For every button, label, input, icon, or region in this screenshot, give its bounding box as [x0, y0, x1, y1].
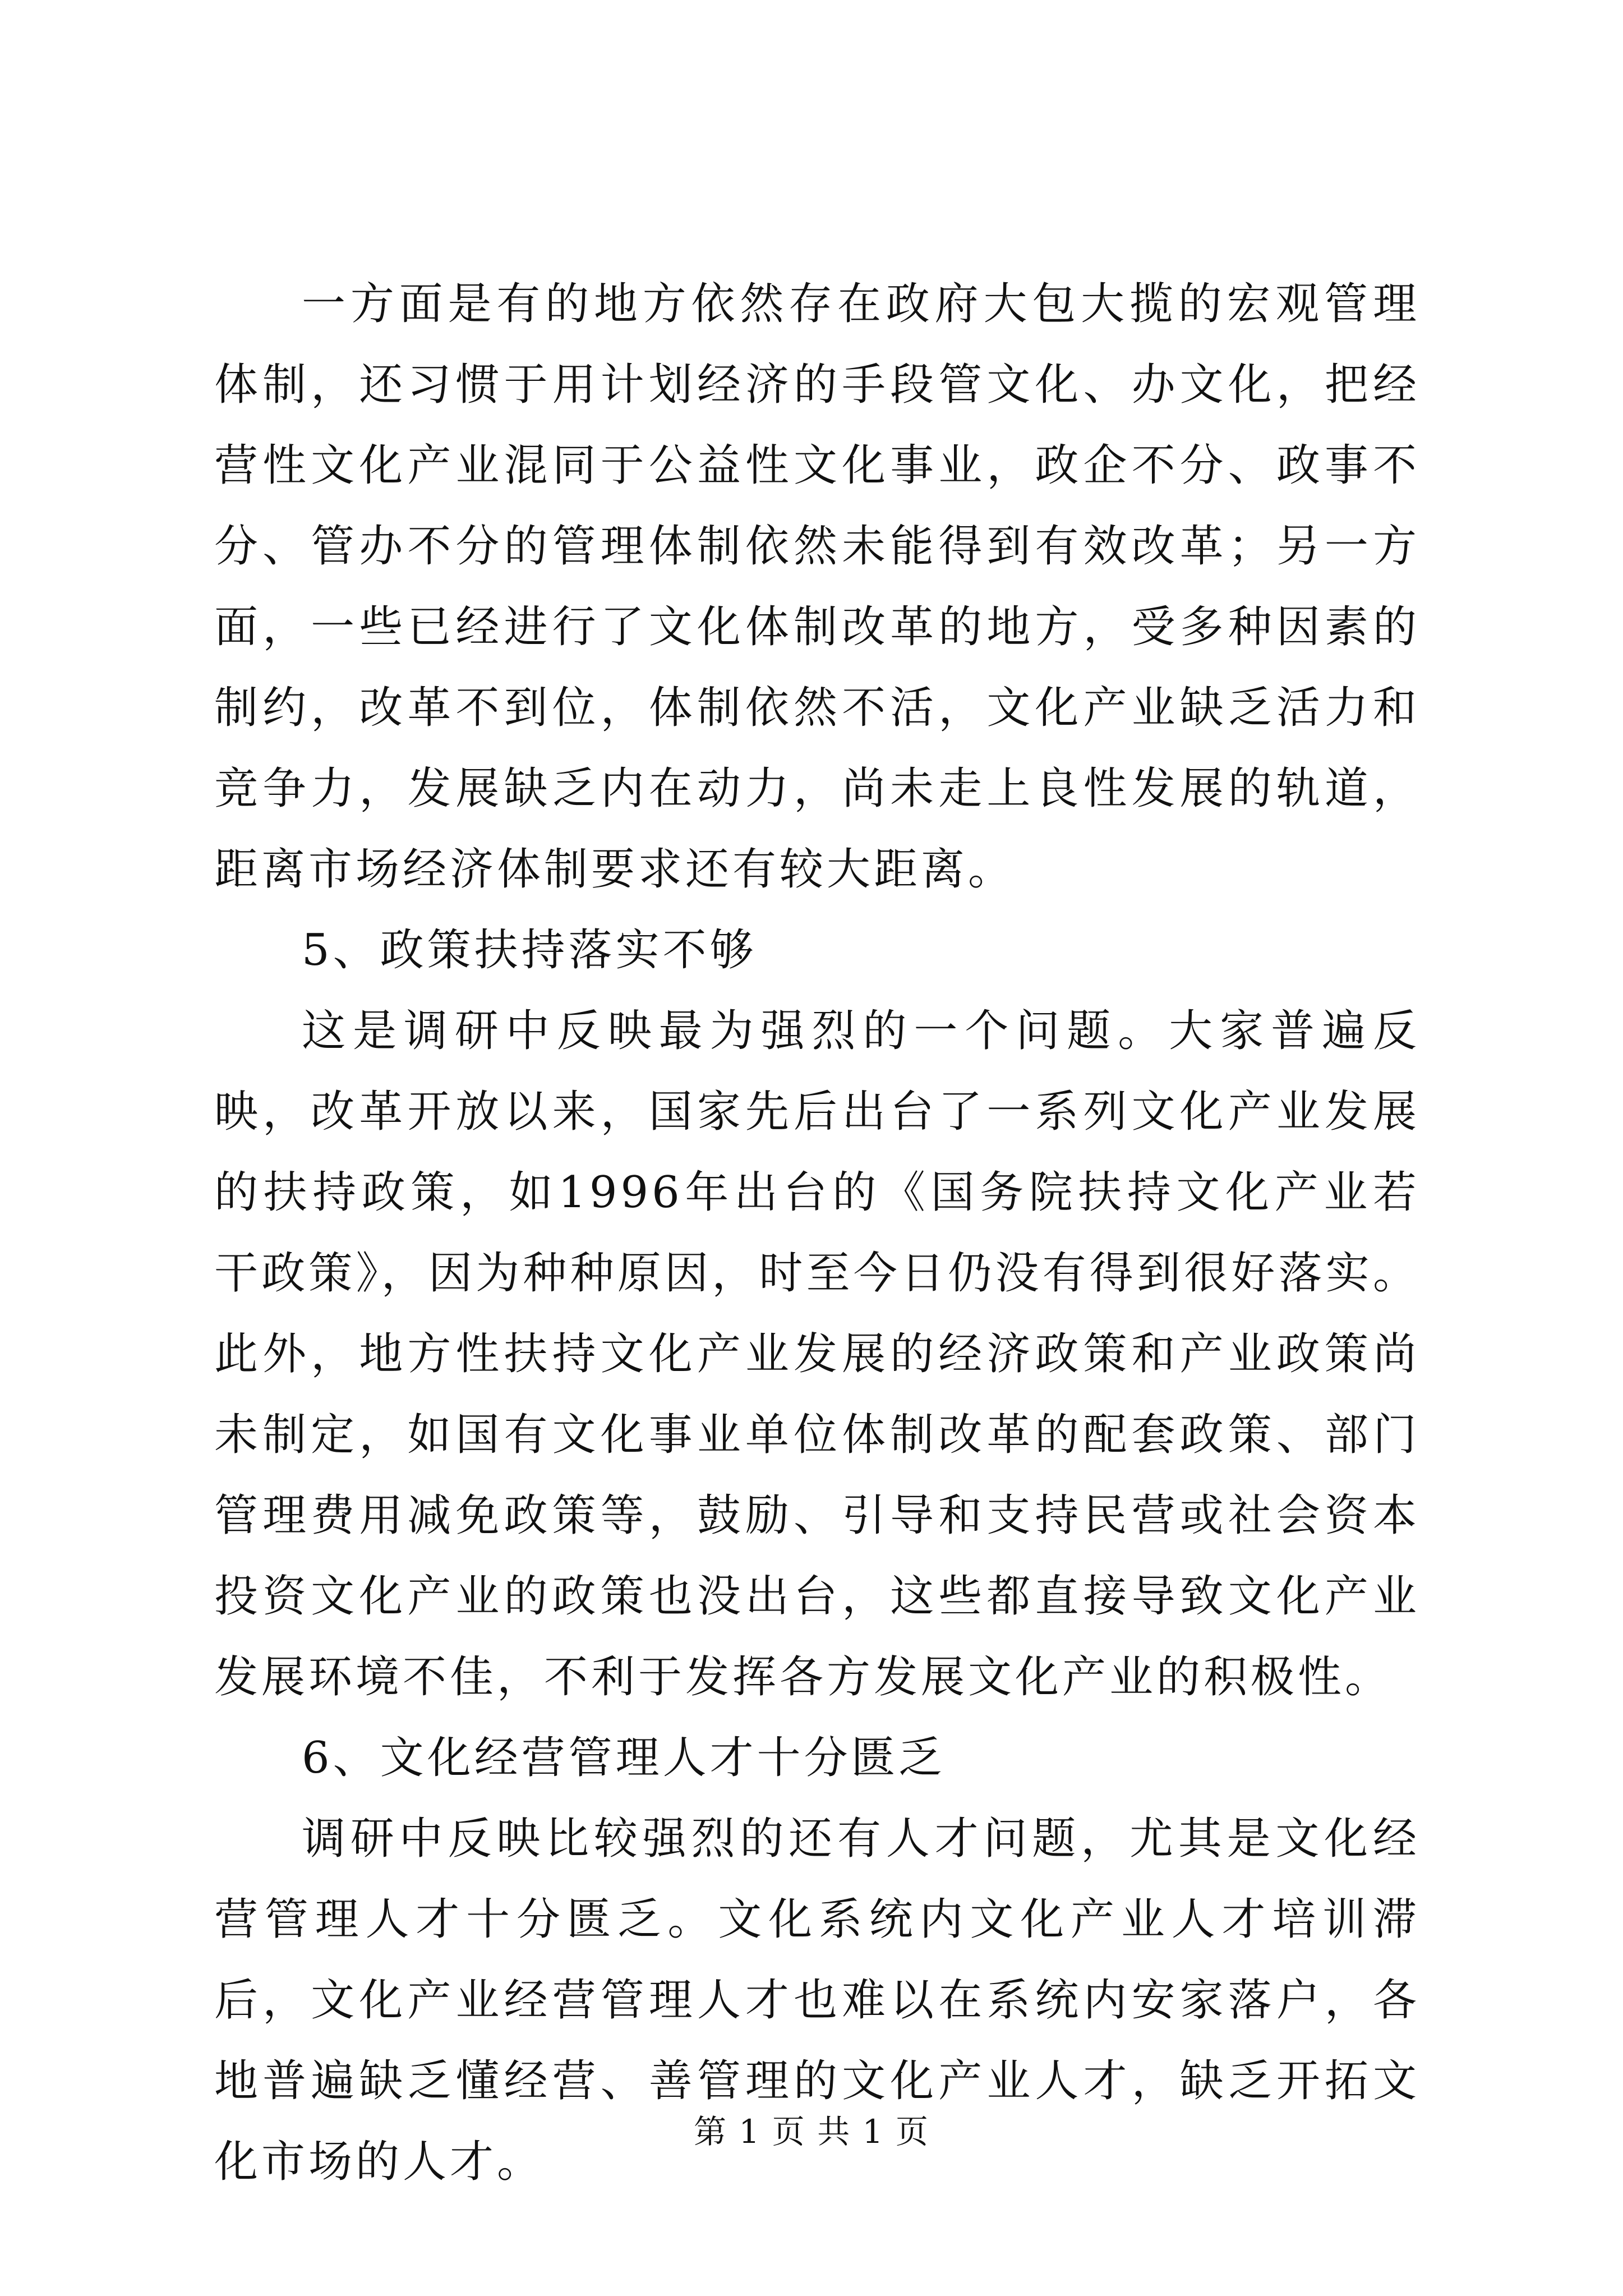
paragraph-management-system: 一方面是有的地方依然存在政府大包大揽的宏观管理体制，还习惯于用计划经济的手段管文化、办文化，把经营性文化产业混同于公益性文化事业，政企不分、政事不分、管办不分的管理体制依然未能得到有效改革；另一方面，一些已经进行了文化体制改革的地方，受多种因素的制约，改革不到位，体制依然不活，文化产业缺乏活力和竞争力，发展缺乏内在动力，尚未走上良性发展的轨道，距离市场经济体制要求还有较大距离。	[214, 279, 1420, 895]
document-body	[214, 264, 1420, 2202]
paragraph-policy-support: 这是调研中反映最为强烈的一个问题。大家普遍反映，改革开放以来，国家先后出台了一系列文化产业发展的扶持政策，如1996年出台的《国务院扶持文化产业若干政策》，因为种种原因，时至今日仍没有得到很好落实。此外，地方性扶持文化产业发展的经济政策和产业政策尚未制定，如国有文化事业单位体制改革的配套政策、部门管理费用减免政策等，鼓励、引导和支持民营或社会资本投资文化产业的政策也没出台，这些都直接导致文化产业发展环境不佳，不利于发挥各方发展文化产业的积极性。	[214, 1006, 1420, 1703]
heading-talent-shortage: 6、文化经营管理人才十分匮乏	[302, 1733, 946, 1783]
page-footer: 第 1 页 共 1 页	[694, 2113, 929, 2151]
heading-policy-support: 5、政策扶持落实不够	[302, 925, 757, 976]
paragraph-talent-shortage: 调研中反映比较强烈的还有人才问题，尤其是文化经营管理人才十分匮乏。文化系统内文化产业人才培训滞后，文化产业经营管理人才也难以在系统内安家落户，各地普遍缺乏懂经营、善管理的文化产业人才，缺乏开拓文化市场的人才。	[214, 1814, 1420, 2187]
